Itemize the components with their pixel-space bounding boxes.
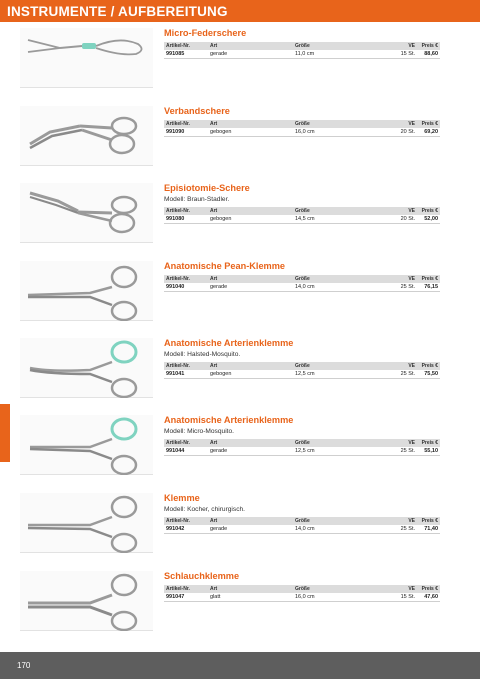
cell-preis: 69,20: [424, 129, 438, 135]
product-title: Episiotomie-Schere: [164, 183, 250, 193]
cell-artikel: 991080: [166, 216, 185, 222]
cell-art: gerade: [210, 526, 228, 532]
col-header-ve: VE: [408, 276, 415, 282]
kocher-clamp-icon: [20, 493, 153, 553]
col-header-artikel: Artikel-Nr.: [166, 276, 190, 282]
product-image: [20, 338, 153, 398]
product-subtitle: Modell: Braun-Stadler.: [164, 196, 230, 203]
col-header-preis: Preis €: [421, 43, 438, 49]
product-title: Micro-Federschere: [164, 28, 247, 38]
col-header-groesse: Größe: [295, 121, 310, 127]
cell-groesse: 12,5 cm: [295, 448, 315, 454]
table-row: [164, 283, 440, 292]
product-image: [20, 415, 153, 475]
col-header-preis: Preis €: [421, 586, 438, 592]
col-header-art: Art: [210, 43, 218, 49]
col-header-groesse: Größe: [295, 363, 310, 369]
episiotomy-scissors-icon: [20, 183, 153, 243]
product-table: [164, 585, 440, 602]
product-table: [164, 275, 440, 292]
cell-art: gerade: [210, 51, 228, 57]
product-title: Anatomische Pean-Klemme: [164, 261, 286, 271]
table-header-row: [164, 42, 440, 50]
table-row: [164, 215, 440, 224]
col-header-artikel: Artikel-Nr.: [166, 208, 190, 214]
col-header-groesse: Größe: [295, 586, 310, 592]
table-header-row: [164, 120, 440, 128]
col-header-artikel: Artikel-Nr.: [166, 440, 190, 446]
col-header-art: Art: [210, 440, 218, 446]
cell-art: gebogen: [210, 371, 232, 377]
cell-groesse: 12,5 cm: [295, 371, 315, 377]
product-title: Schlauchklemme: [164, 571, 240, 581]
col-header-artikel: Artikel-Nr.: [166, 586, 190, 592]
cell-artikel: 991085: [166, 51, 185, 57]
product-title: Klemme: [164, 493, 200, 503]
cell-art: gerade: [210, 284, 228, 290]
col-header-preis: Preis €: [421, 518, 438, 524]
pean-clamp-icon: [20, 261, 153, 321]
halsted-mosquito-clamp-icon: [20, 338, 153, 398]
col-header-artikel: Artikel-Nr.: [166, 518, 190, 524]
product-image: [20, 571, 153, 631]
micro-spring-scissors-icon: [20, 28, 153, 88]
cell-preis: 76,15: [424, 284, 438, 290]
product-image: [20, 183, 153, 243]
cell-ve: 20 St.: [400, 216, 415, 222]
col-header-art: Art: [210, 518, 218, 524]
cell-groesse: 14,0 cm: [295, 526, 315, 532]
col-header-groesse: Größe: [295, 518, 310, 524]
table-header-row: [164, 585, 440, 593]
product-table: [164, 120, 440, 137]
bandage-scissors-icon: [20, 106, 153, 166]
cell-ve: 20 St.: [400, 129, 415, 135]
table-row: [164, 50, 440, 59]
cell-art: gerade: [210, 448, 228, 454]
col-header-ve: VE: [408, 43, 415, 49]
side-tab-marker: [0, 404, 10, 462]
cell-groesse: 14,0 cm: [295, 284, 315, 290]
table-row: [164, 593, 440, 602]
product-subtitle: Modell: Halsted-Mosquito.: [164, 351, 241, 358]
product-title: Anatomische Arterienklemme: [164, 415, 294, 425]
cell-preis: 88,60: [424, 51, 438, 57]
page-title: INSTRUMENTE / AUFBEREITUNG: [7, 4, 228, 19]
tube-clamp-icon: [20, 571, 153, 631]
cell-ve: 25 St.: [400, 526, 415, 532]
cell-ve: 25 St.: [400, 371, 415, 377]
col-header-preis: Preis €: [421, 276, 438, 282]
product-table: [164, 42, 440, 59]
micro-mosquito-clamp-icon: [20, 415, 153, 475]
product-table: [164, 207, 440, 224]
cell-art: gebogen: [210, 129, 232, 135]
product-image: [20, 106, 153, 166]
table-header-row: [164, 207, 440, 215]
cell-groesse: 16,0 cm: [295, 594, 315, 600]
cell-ve: 15 St.: [400, 51, 415, 57]
col-header-preis: Preis €: [421, 208, 438, 214]
col-header-ve: VE: [408, 208, 415, 214]
table-header-row: [164, 362, 440, 370]
col-header-art: Art: [210, 586, 218, 592]
col-header-art: Art: [210, 121, 218, 127]
col-header-groesse: Größe: [295, 208, 310, 214]
col-header-artikel: Artikel-Nr.: [166, 43, 190, 49]
cell-ve: 25 St.: [400, 448, 415, 454]
cell-groesse: 11,0 cm: [295, 51, 315, 57]
cell-art: gebogen: [210, 216, 232, 222]
table-row: [164, 370, 440, 379]
product-title: Anatomische Arterienklemme: [164, 338, 294, 348]
cell-artikel: 991090: [166, 129, 185, 135]
col-header-artikel: Artikel-Nr.: [166, 363, 190, 369]
product-subtitle: Modell: Micro-Mosquito.: [164, 428, 234, 435]
product-title: Verbandschere: [164, 106, 230, 116]
cell-groesse: 16,0 cm: [295, 129, 315, 135]
col-header-ve: VE: [408, 363, 415, 369]
col-header-groesse: Größe: [295, 440, 310, 446]
product-table: [164, 439, 440, 456]
page-header: [0, 0, 480, 22]
product-image: [20, 28, 153, 88]
cell-art: glatt: [210, 594, 221, 600]
table-header-row: [164, 275, 440, 283]
cell-ve: 15 St.: [400, 594, 415, 600]
col-header-art: Art: [210, 208, 218, 214]
col-header-art: Art: [210, 276, 218, 282]
col-header-artikel: Artikel-Nr.: [166, 121, 190, 127]
cell-artikel: 991044: [166, 448, 185, 454]
cell-preis: 55,10: [424, 448, 438, 454]
cell-preis: 47,60: [424, 594, 438, 600]
col-header-ve: VE: [408, 518, 415, 524]
cell-artikel: 991047: [166, 594, 185, 600]
col-header-preis: Preis €: [421, 363, 438, 369]
col-header-groesse: Größe: [295, 276, 310, 282]
product-table: [164, 517, 440, 534]
col-header-art: Art: [210, 363, 218, 369]
col-header-groesse: Größe: [295, 43, 310, 49]
cell-artikel: 991041: [166, 371, 185, 377]
col-header-ve: VE: [408, 586, 415, 592]
col-header-ve: VE: [408, 440, 415, 446]
cell-preis: 71,40: [424, 526, 438, 532]
product-image: [20, 493, 153, 553]
page-number: 170: [17, 661, 31, 670]
cell-preis: 75,50: [424, 371, 438, 377]
cell-groesse: 14,5 cm: [295, 216, 315, 222]
col-header-ve: VE: [408, 121, 415, 127]
product-table: [164, 362, 440, 379]
col-header-preis: Preis €: [421, 121, 438, 127]
table-header-row: [164, 517, 440, 525]
col-header-preis: Preis €: [421, 440, 438, 446]
cell-artikel: 991042: [166, 526, 185, 532]
table-row: [164, 447, 440, 456]
product-image: [20, 261, 153, 321]
table-row: [164, 128, 440, 137]
cell-artikel: 991040: [166, 284, 185, 290]
table-row: [164, 525, 440, 534]
table-header-row: [164, 439, 440, 447]
cell-ve: 25 St.: [400, 284, 415, 290]
product-subtitle: Modell: Kocher, chirurgisch.: [164, 506, 245, 513]
cell-preis: 52,00: [424, 216, 438, 222]
page-footer: [0, 652, 480, 679]
